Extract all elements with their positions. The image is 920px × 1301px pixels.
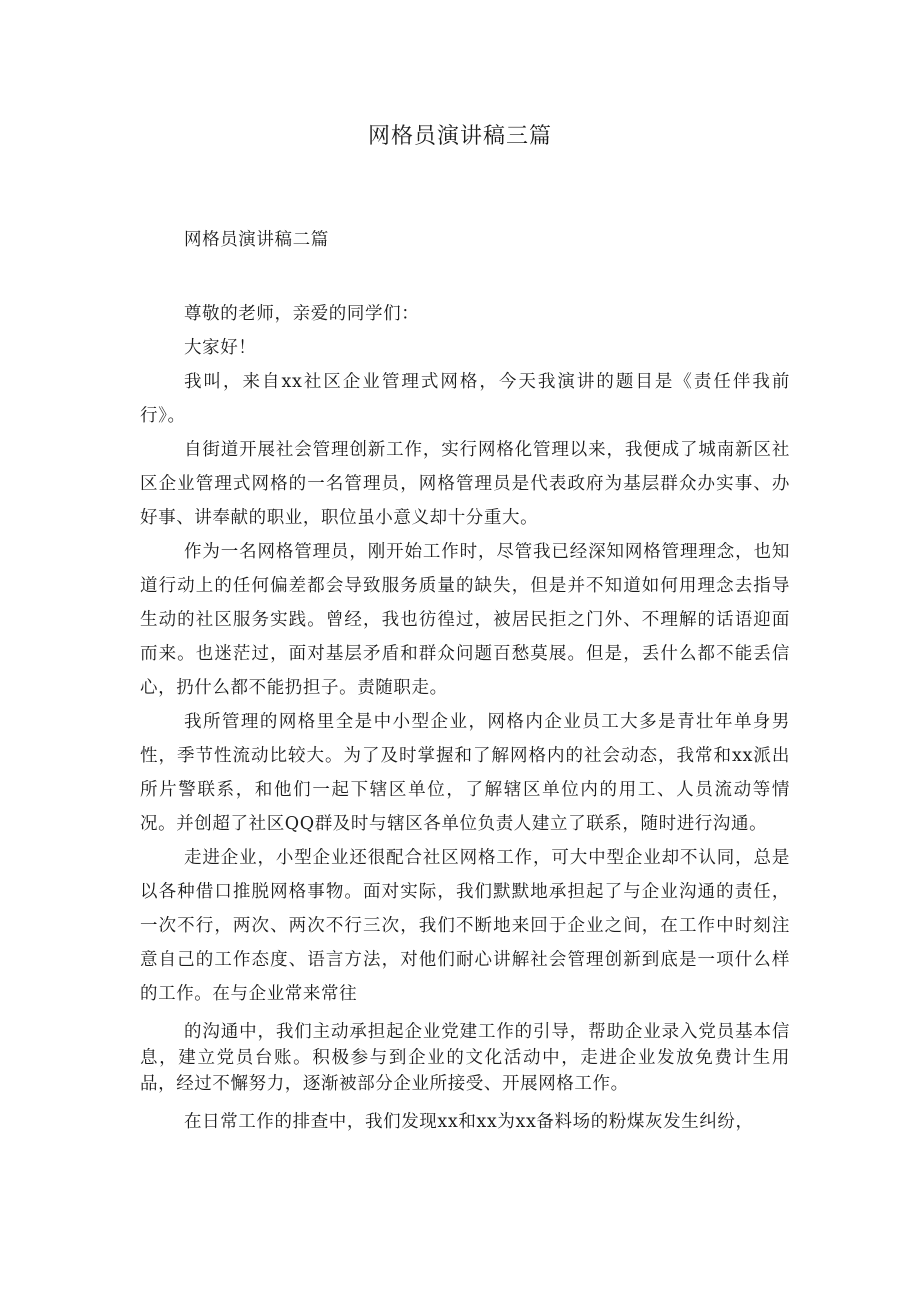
salutation: 尊敬的老师，亲爱的同学们：	[184, 304, 420, 324]
document-title: 网格员演讲稿三篇	[367, 124, 552, 149]
paragraph-intro: 我叫，来自xx社区企业管理式网格，今天我演讲的题目是《责任伴我前行》。	[140, 372, 790, 426]
paragraph-communication: 的沟通中，我们主动承担起企业党建工作的引导，帮助企业录入党员基本信息，建立党员台账。积极参与到企业的文化活动中，走进企业发放免费计生用品，经过不懈努力，逐渐被部分企业所接受、开展网格工作。	[140, 1022, 790, 1094]
spacer	[140, 255, 790, 297]
paragraph-grid-area: 我所管理的网格里全是中小型企业，网格内企业员工大多是青壮年单身男性，季节性流动比较大。为了及时掌握和了解网格内的社会动态，我常和xx派出所片警联系，和他们一起下辖区单位，了解辖区单位内的用工、人员流动等情况。并创超了社区QQ群及时与辖区各单位负责人建立了联系，随时进行沟通。	[140, 712, 790, 834]
paragraph-role: 自街道开展社会管理创新工作，实行网格化管理以来，我便成了城南新区社区企业管理式网格的一名管理员，网格管理员是代表政府为基层群众办实事、办好事、讲奉献的职业，职位虽小意义却十分重大。	[140, 440, 790, 528]
paragraph-daily-check: 在日常工作的排查中，我们发现xx和xx为xx备料场的粉煤灰发生纠纷，	[184, 1112, 754, 1132]
paragraph-beginning: 作为一名网格管理员，刚开始工作时，尽管我已经深知网格管理理念，也知道行动上的任何偏差都会导致服务质量的缺失，但是并不知道如何用理念去指导生动的社区服务实践。曾经，我也彷徨过，被居民拒之门外、不理解的话语迎面而来。也迷茫过，面对基层矛盾和群众问题百愁莫展。但是，丢什么都不能丢信心，扔什么都不能扔担子。责随职走。	[140, 542, 790, 698]
greeting: 大家好！	[184, 338, 257, 358]
document-body	[140, 225, 790, 1139]
document-subtitle: 网格员演讲稿二篇	[184, 230, 329, 250]
paragraph-enterprises: 走进企业，小型企业还很配合社区网格工作，可大中型企业却不认同，总是以各种借口推脱网格事物。面对实际，我们默默地承担起了与企业沟通的责任，一次不行，两次、两次不行三次，我们不断地来回于企业之间，在工作中时刻注意自己的工作态度、语言方法，对他们耐心讲解社会管理创新到底是一项什么样的工作。在与企业常来常往	[140, 848, 790, 1004]
